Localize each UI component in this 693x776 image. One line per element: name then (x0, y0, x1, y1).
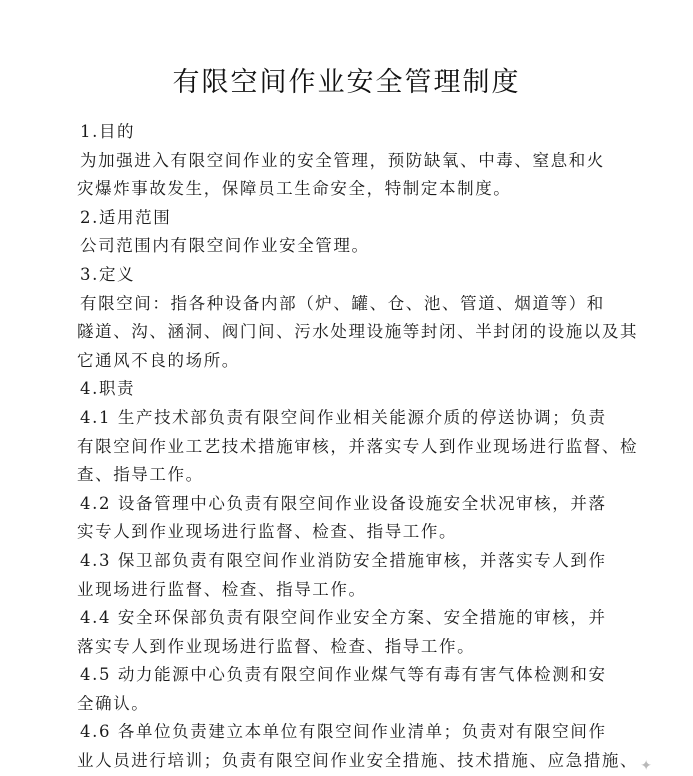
section-heading: 3.定义 (80, 264, 136, 284)
paragraph-line: 为加强进入有限空间作业的安全管理，预防缺氧、中毒、窒息和火 (80, 150, 605, 170)
paragraph-line: 隧道、沟、涵洞、阀门间、污水处理设施等封闭、半封闭的设施以及其 (77, 322, 639, 342)
paragraph-line: 有限空间作业工艺技术措施审核，并落实专人到作业现场进行监督、检 (77, 436, 639, 456)
paragraph-line: 有限空间：指各种设备内部（炉、罐、仓、池、管道、烟道等）和 (80, 293, 605, 313)
paragraph-line: 它通风不良的场所。 (77, 350, 240, 370)
section-heading: 4.职责 (80, 379, 136, 399)
paragraph-line: 公司范围内有限空间作业安全管理。 (80, 236, 370, 256)
paragraph-line: 4.1 生产技术部负责有限空间作业相关能源介质的停送协调；负责 (80, 407, 607, 427)
paragraph-line: 业现场进行监督、检查、指导工作。 (77, 579, 367, 599)
document-body (77, 118, 660, 776)
paragraph-line: 4.4 安全环保部负责有限空间作业安全方案、安全措施的审核，并 (80, 608, 607, 628)
paragraph-line: 业人员进行培训；负责有限空间作业安全措施、技术措施、应急措施、 (77, 751, 639, 771)
paragraph-line: 实专人到作业现场进行监督、检查、指导工作。 (77, 522, 458, 542)
paragraph-line: 4.6 各单位负责建立本单位有限空间作业清单；负责对有限空间作 (80, 722, 607, 742)
section-heading: 2.适用范围 (80, 207, 172, 227)
watermark-icon: ✦ (640, 758, 653, 774)
paragraph-line: 落实专人到作业现场进行监督、检查、指导工作。 (77, 636, 476, 656)
paragraph-line: 4.2 设备管理中心负责有限空间作业设备设施安全状况审核，并落 (80, 493, 607, 513)
document-title: 有限空间作业安全管理制度 (172, 67, 521, 98)
paragraph-line: 4.5 动力能源中心负责有限空间作业煤气等有毒有害气体检测和安 (80, 665, 607, 685)
paragraph-line: 全确认。 (77, 693, 150, 713)
paragraph-line: 灾爆炸事故发生，保障员工生命安全，特制定本制度。 (77, 179, 512, 199)
paragraph-line: 4.3 保卫部负责有限空间作业消防安全措施审核，并落实专人到作 (80, 550, 607, 570)
section-heading: 1.目的 (80, 122, 136, 141)
paragraph-line: 查、指导工作。 (77, 465, 204, 485)
